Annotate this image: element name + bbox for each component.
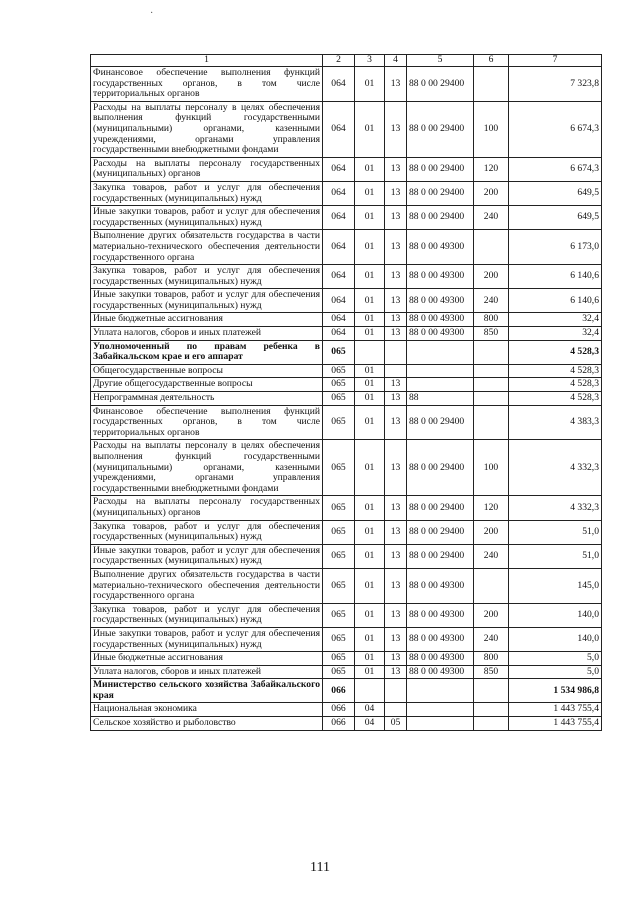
row-subsection: 05 xyxy=(385,717,407,731)
row-amount: 145,0 xyxy=(509,568,602,603)
table-row xyxy=(91,289,602,313)
row-section: 01 xyxy=(355,568,385,603)
row-name: Расходы на выплаты персоналу государственных (муниципальных) органов xyxy=(91,157,323,181)
row-ministry-code: 065 xyxy=(323,378,355,392)
table-body xyxy=(91,67,602,731)
row-expense-type: 240 xyxy=(474,206,509,230)
row-amount: 140,0 xyxy=(509,603,602,627)
row-target-article xyxy=(407,378,474,392)
row-section: 04 xyxy=(355,717,385,731)
row-expense-type: 200 xyxy=(474,181,509,205)
row-section: 01 xyxy=(355,101,385,157)
table-row xyxy=(91,652,602,666)
table-row xyxy=(91,340,602,364)
row-name: Закупка товаров, работ и услуг для обеспечения государственных (муниципальных) нужд xyxy=(91,603,323,627)
column-header-5: 5 xyxy=(407,55,474,67)
row-expense-type: 120 xyxy=(474,157,509,181)
column-header-1: 1 xyxy=(91,55,323,67)
row-expense-type: 200 xyxy=(474,265,509,289)
row-name: Иные закупки товаров, работ и услуг для обеспечения государственных (муниципальных) нужд xyxy=(91,544,323,568)
column-header-7: 7 xyxy=(509,55,602,67)
row-expense-type: 200 xyxy=(474,520,509,544)
row-expense-type: 120 xyxy=(474,496,509,520)
row-section: 01 xyxy=(355,520,385,544)
row-ministry-code: 065 xyxy=(323,665,355,679)
row-subsection: 13 xyxy=(385,520,407,544)
row-ministry-code: 064 xyxy=(323,230,355,265)
row-subsection: 13 xyxy=(385,157,407,181)
row-amount: 140,0 xyxy=(509,627,602,651)
table-row xyxy=(91,496,602,520)
table-row xyxy=(91,181,602,205)
row-subsection: 13 xyxy=(385,327,407,341)
row-target-article: 88 0 00 49300 xyxy=(407,627,474,651)
row-ministry-code: 065 xyxy=(323,392,355,406)
row-ministry-code: 064 xyxy=(323,265,355,289)
row-ministry-code: 064 xyxy=(323,327,355,341)
row-amount: 4 528,3 xyxy=(509,364,602,378)
row-name: Закупка товаров, работ и услуг для обеспечения государственных (муниципальных) нужд xyxy=(91,181,323,205)
row-expense-type: 850 xyxy=(474,665,509,679)
row-target-article: 88 0 00 29400 xyxy=(407,496,474,520)
row-subsection xyxy=(385,340,407,364)
table-row xyxy=(91,440,602,496)
row-name: Общегосударственные вопросы xyxy=(91,364,323,378)
row-target-article: 88 0 00 49300 xyxy=(407,230,474,265)
page-number: 111 xyxy=(310,860,330,875)
row-target-article: 88 0 00 49300 xyxy=(407,665,474,679)
row-section: 01 xyxy=(355,392,385,406)
row-ministry-code: 064 xyxy=(323,206,355,230)
row-expense-type: 200 xyxy=(474,603,509,627)
budget-table xyxy=(90,54,602,731)
row-subsection: 13 xyxy=(385,440,407,496)
row-section: 01 xyxy=(355,440,385,496)
table-row xyxy=(91,392,602,406)
row-ministry-code: 064 xyxy=(323,157,355,181)
row-ministry-code: 065 xyxy=(323,440,355,496)
row-ministry-code: 064 xyxy=(323,289,355,313)
table-row xyxy=(91,364,602,378)
column-header-3: 3 xyxy=(355,55,385,67)
row-section: 01 xyxy=(355,405,385,440)
row-ministry-code: 065 xyxy=(323,520,355,544)
row-expense-type: 240 xyxy=(474,289,509,313)
row-expense-type xyxy=(474,67,509,102)
table-row xyxy=(91,544,602,568)
column-header-4: 4 xyxy=(385,55,407,67)
row-ministry-code: 065 xyxy=(323,627,355,651)
row-name: Финансовое обеспечение выполнения функций государственных органов, в том числе территориальных органов xyxy=(91,405,323,440)
row-subsection xyxy=(385,364,407,378)
row-subsection: 13 xyxy=(385,265,407,289)
row-target-article: 88 0 00 29400 xyxy=(407,206,474,230)
row-subsection xyxy=(385,679,407,703)
table-row xyxy=(91,679,602,703)
row-amount: 649,5 xyxy=(509,181,602,205)
row-ministry-code: 064 xyxy=(323,181,355,205)
row-expense-type: 800 xyxy=(474,652,509,666)
row-amount: 6 140,6 xyxy=(509,289,602,313)
table-row xyxy=(91,603,602,627)
row-name: Расходы на выплаты персоналу в целях обеспечения выполнения функций государственными (муниципальными) органами, казенными учреждениями, органами управления государственными внебюджетными фондами xyxy=(91,440,323,496)
row-name: Иные закупки товаров, работ и услуг для обеспечения государственных (муниципальных) нужд xyxy=(91,289,323,313)
row-subsection: 13 xyxy=(385,181,407,205)
row-amount: 51,0 xyxy=(509,520,602,544)
row-expense-type: 240 xyxy=(474,544,509,568)
row-subsection: 13 xyxy=(385,392,407,406)
row-expense-type: 800 xyxy=(474,313,509,327)
row-section: 01 xyxy=(355,230,385,265)
row-expense-type xyxy=(474,364,509,378)
table-row xyxy=(91,67,602,102)
row-ministry-code: 066 xyxy=(323,703,355,717)
row-amount: 7 323,8 xyxy=(509,67,602,102)
row-ministry-code: 065 xyxy=(323,405,355,440)
table-row xyxy=(91,327,602,341)
row-amount: 32,4 xyxy=(509,327,602,341)
row-amount: 4 528,3 xyxy=(509,340,602,364)
row-section: 01 xyxy=(355,652,385,666)
row-amount: 1 443 755,4 xyxy=(509,703,602,717)
row-ministry-code: 065 xyxy=(323,364,355,378)
row-section xyxy=(355,340,385,364)
row-name: Другие общегосударственные вопросы xyxy=(91,378,323,392)
row-subsection: 13 xyxy=(385,496,407,520)
row-ministry-code: 065 xyxy=(323,544,355,568)
row-section: 01 xyxy=(355,378,385,392)
table-row xyxy=(91,665,602,679)
row-expense-type xyxy=(474,717,509,731)
row-target-article: 88 xyxy=(407,392,474,406)
row-target-article: 88 0 00 49300 xyxy=(407,289,474,313)
row-amount: 4 528,3 xyxy=(509,378,602,392)
row-section: 01 xyxy=(355,157,385,181)
row-expense-type xyxy=(474,568,509,603)
row-name: Национальная экономика xyxy=(91,703,323,717)
row-ministry-code: 064 xyxy=(323,313,355,327)
row-amount: 649,5 xyxy=(509,206,602,230)
row-ministry-code: 065 xyxy=(323,568,355,603)
row-subsection: 13 xyxy=(385,67,407,102)
table-row xyxy=(91,206,602,230)
row-expense-type xyxy=(474,703,509,717)
row-amount: 4 528,3 xyxy=(509,392,602,406)
row-expense-type xyxy=(474,340,509,364)
row-target-article: 88 0 00 29400 xyxy=(407,67,474,102)
table-row xyxy=(91,230,602,265)
row-target-article: 88 0 00 29400 xyxy=(407,520,474,544)
row-subsection: 13 xyxy=(385,378,407,392)
row-expense-type xyxy=(474,392,509,406)
row-target-article xyxy=(407,364,474,378)
row-ministry-code: 064 xyxy=(323,67,355,102)
row-subsection: 13 xyxy=(385,627,407,651)
row-expense-type xyxy=(474,405,509,440)
row-section: 01 xyxy=(355,206,385,230)
row-amount: 6 674,3 xyxy=(509,157,602,181)
row-name: Выполнение других обязательств государства в части материально-технического обеспечения деятельности государственного органа xyxy=(91,230,323,265)
row-section: 01 xyxy=(355,544,385,568)
row-subsection: 13 xyxy=(385,230,407,265)
row-amount: 6 173,0 xyxy=(509,230,602,265)
row-target-article xyxy=(407,679,474,703)
row-section: 01 xyxy=(355,181,385,205)
row-section: 01 xyxy=(355,665,385,679)
row-target-article: 88 0 00 49300 xyxy=(407,327,474,341)
row-target-article xyxy=(407,717,474,731)
row-subsection: 13 xyxy=(385,289,407,313)
row-expense-type xyxy=(474,679,509,703)
table-row xyxy=(91,627,602,651)
row-subsection: 13 xyxy=(385,405,407,440)
row-section: 01 xyxy=(355,265,385,289)
row-target-article: 88 0 00 29400 xyxy=(407,157,474,181)
row-expense-type: 240 xyxy=(474,627,509,651)
row-target-article: 88 0 00 49300 xyxy=(407,313,474,327)
row-amount: 5,0 xyxy=(509,665,602,679)
row-subsection: 13 xyxy=(385,544,407,568)
row-target-article: 88 0 00 29400 xyxy=(407,544,474,568)
row-target-article: 88 0 00 29400 xyxy=(407,101,474,157)
table-header-row xyxy=(91,55,602,67)
table-row xyxy=(91,568,602,603)
row-subsection: 13 xyxy=(385,652,407,666)
row-ministry-code: 065 xyxy=(323,652,355,666)
row-expense-type: 850 xyxy=(474,327,509,341)
row-section xyxy=(355,679,385,703)
row-name: Уплата налогов, сборов и иных платежей xyxy=(91,665,323,679)
row-expense-type: 100 xyxy=(474,101,509,157)
row-name: Уплата налогов, сборов и иных платежей xyxy=(91,327,323,341)
row-amount: 32,4 xyxy=(509,313,602,327)
table-row xyxy=(91,378,602,392)
row-amount: 4 383,3 xyxy=(509,405,602,440)
table-row xyxy=(91,703,602,717)
row-subsection: 13 xyxy=(385,603,407,627)
row-subsection: 13 xyxy=(385,568,407,603)
row-ministry-code: 065 xyxy=(323,496,355,520)
row-target-article: 88 0 00 49300 xyxy=(407,568,474,603)
row-name: Иные бюджетные ассигнования xyxy=(91,652,323,666)
row-section: 01 xyxy=(355,67,385,102)
row-amount: 6 674,3 xyxy=(509,101,602,157)
row-target-article: 88 0 00 49300 xyxy=(407,603,474,627)
row-subsection: 13 xyxy=(385,206,407,230)
row-section: 04 xyxy=(355,703,385,717)
row-ministry-code: 066 xyxy=(323,717,355,731)
row-section: 01 xyxy=(355,603,385,627)
row-expense-type: 100 xyxy=(474,440,509,496)
table-row xyxy=(91,405,602,440)
row-amount: 4 332,3 xyxy=(509,440,602,496)
row-ministry-code: 065 xyxy=(323,603,355,627)
row-subsection: 13 xyxy=(385,665,407,679)
row-amount: 5,0 xyxy=(509,652,602,666)
row-target-article: 88 0 00 29400 xyxy=(407,405,474,440)
row-name: Расходы на выплаты персоналу государственных (муниципальных) органов xyxy=(91,496,323,520)
row-name: Закупка товаров, работ и услуг для обеспечения государственных (муниципальных) нужд xyxy=(91,265,323,289)
row-name: Министерство сельского хозяйства Забайкальского края xyxy=(91,679,323,703)
row-section: 01 xyxy=(355,289,385,313)
row-name: Финансовое обеспечение выполнения функций государственных органов, в том числе территориальных органов xyxy=(91,67,323,102)
row-name: Иные бюджетные ассигнования xyxy=(91,313,323,327)
row-name: Непрограммная деятельность xyxy=(91,392,323,406)
row-target-article: 88 0 00 49300 xyxy=(407,652,474,666)
row-name: Иные закупки товаров, работ и услуг для обеспечения государственных (муниципальных) нужд xyxy=(91,627,323,651)
row-section: 01 xyxy=(355,313,385,327)
row-target-article: 88 0 00 29400 xyxy=(407,181,474,205)
row-subsection: 13 xyxy=(385,313,407,327)
row-expense-type xyxy=(474,230,509,265)
row-amount: 4 332,3 xyxy=(509,496,602,520)
column-header-2: 2 xyxy=(323,55,355,67)
row-ministry-code: 064 xyxy=(323,101,355,157)
table-row xyxy=(91,265,602,289)
table-row xyxy=(91,157,602,181)
row-name: Иные закупки товаров, работ и услуг для обеспечения государственных (муниципальных) нужд xyxy=(91,206,323,230)
row-amount: 51,0 xyxy=(509,544,602,568)
column-header-6: 6 xyxy=(474,55,509,67)
row-amount: 1 534 986,8 xyxy=(509,679,602,703)
row-expense-type xyxy=(474,378,509,392)
row-target-article: 88 0 00 49300 xyxy=(407,265,474,289)
row-target-article xyxy=(407,703,474,717)
row-subsection: 13 xyxy=(385,101,407,157)
scan-mark: · xyxy=(150,8,154,19)
row-section: 01 xyxy=(355,627,385,651)
row-section: 01 xyxy=(355,364,385,378)
row-name: Выполнение других обязательств государства в части материально-технического обеспечения деятельности государственного органа xyxy=(91,568,323,603)
row-target-article xyxy=(407,340,474,364)
row-name: Закупка товаров, работ и услуг для обеспечения государственных (муниципальных) нужд xyxy=(91,520,323,544)
row-ministry-code: 066 xyxy=(323,679,355,703)
table-row xyxy=(91,313,602,327)
row-name: Расходы на выплаты персоналу в целях обеспечения выполнения функций государственными (муниципальными) органами, казенными учреждениями, органами управления государственными внебюджетными фондами xyxy=(91,101,323,157)
row-ministry-code: 065 xyxy=(323,340,355,364)
row-section: 01 xyxy=(355,327,385,341)
row-name: Уполномоченный по правам ребенка в Забайкальском крае и его аппарат xyxy=(91,340,323,364)
row-amount: 1 443 755,4 xyxy=(509,717,602,731)
table-row xyxy=(91,101,602,157)
row-name: Сельское хозяйство и рыболовство xyxy=(91,717,323,731)
row-section: 01 xyxy=(355,496,385,520)
table-row xyxy=(91,717,602,731)
row-amount: 6 140,6 xyxy=(509,265,602,289)
row-target-article: 88 0 00 29400 xyxy=(407,440,474,496)
table-row xyxy=(91,520,602,544)
row-subsection xyxy=(385,703,407,717)
